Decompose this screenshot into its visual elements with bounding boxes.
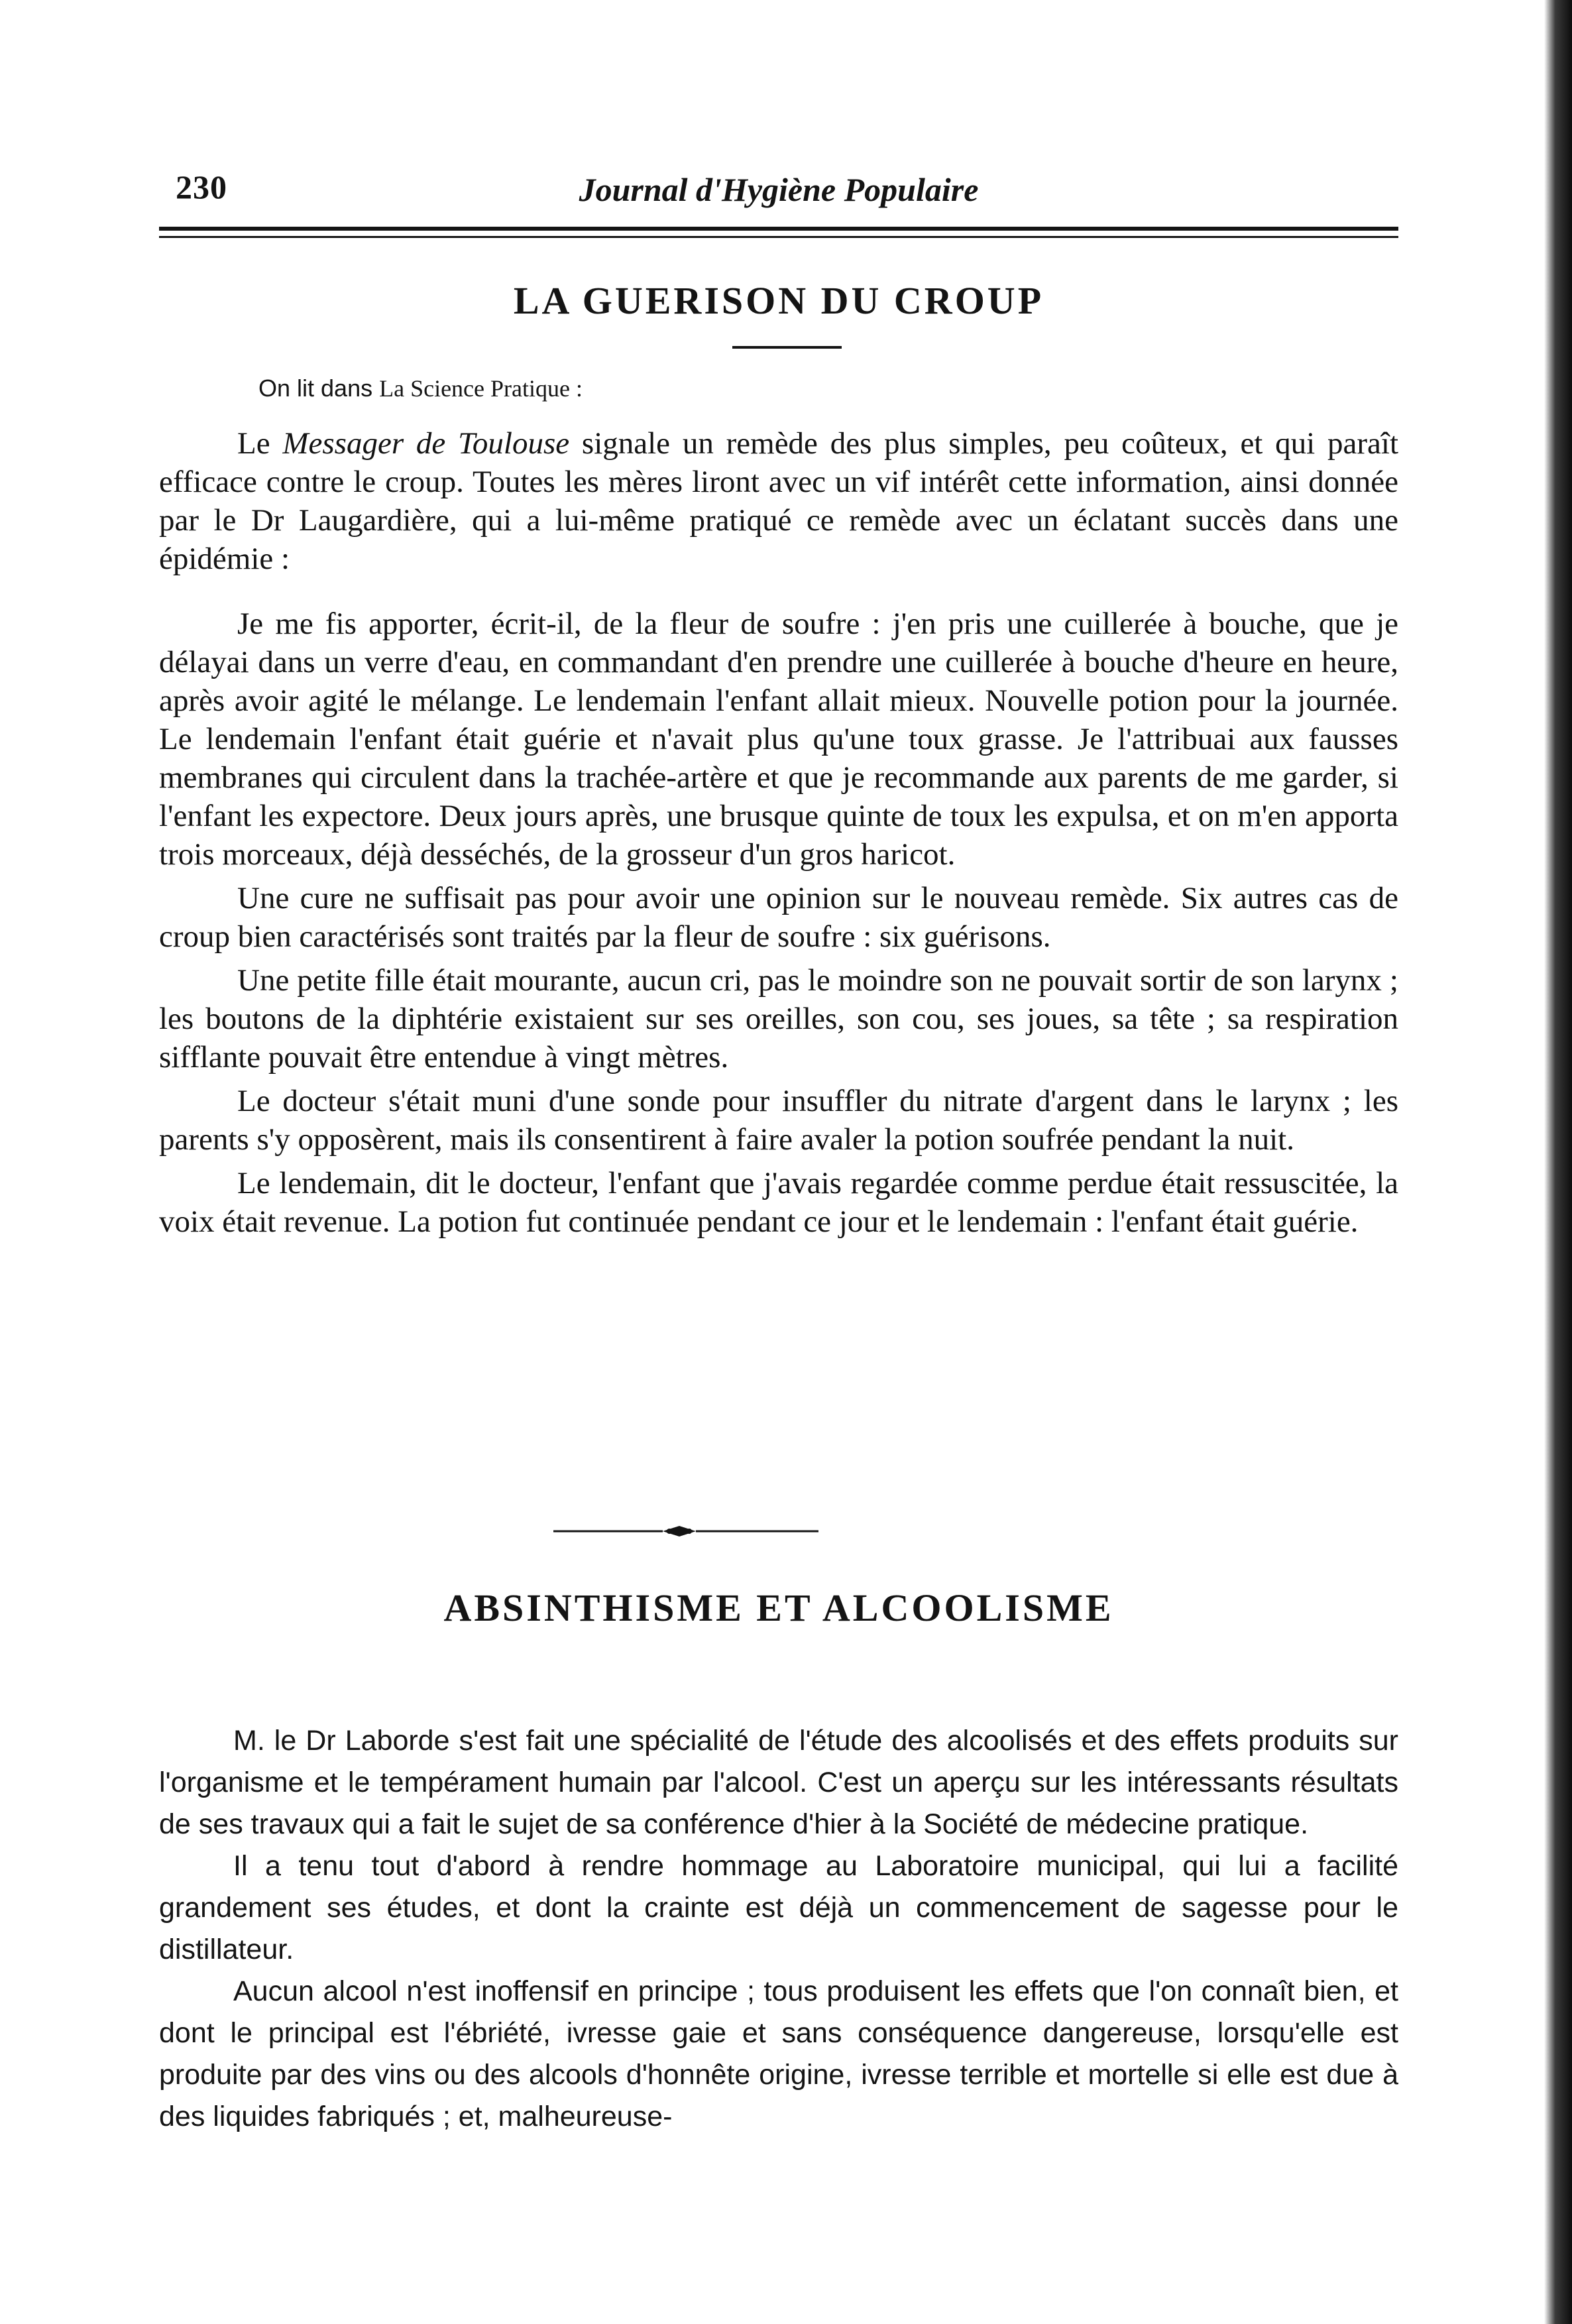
article-title-absinthisme: ABSINTHISME ET ALCOOLISME (443, 1586, 1114, 1629)
article-title-croup: LA GUERISON DU CROUP (513, 279, 1044, 322)
header-rule-thick (159, 227, 1398, 231)
article-paragraph: M. le Dr Laborde s'est fait une spécialité de l'étude des alcoolisés et des effets produits sur l'organisme et le tempérament humain par l'alcool. C'est un aperçu sur les intéressants résultats de ses travaux qui a fait le sujet de sa conférence d'hier à la Société de médecine pratique. (159, 1725, 1398, 1840)
quoted-paragraph: Je me fis apporter, écrit-il, de la fleur de soufre : j'en pris une cuillerée à bouche, que je délayai dans un verre d'eau, en commandant d'en prendre une cuillerée à bouche d'heure en heure, après avoir agité le mélange. Le lendemain l'enfant allait mieux. Nouvelle potion pour la journée. Le lendemain l'enfant était guérie et n'avait plus qu'une toux grasse. Je l'attribuai aux fausses membranes qui circulent dans la trachée-artère et que je recommande aux parents de me garder, si l'enfant les expectore. Deux jours après, une brusque quinte de toux les expulsa, et on m'en apporta trois morceaux, déjà desséchés, de la grosseur d'un gros haricot. (159, 607, 1398, 872)
running-title: Journal d'Hygiène Populaire (579, 171, 979, 208)
page-number: 230 (176, 168, 227, 205)
intro-text: signale un remède des plus simples, peu coûteux, et qui paraît efficace contre le croup. Toutes les mères liront avec un vif intérêt cette information, ainsi donnée par le Dr Laugardière, qui a lui-même pratiqué ce remède avec un éclatant succès dans une épidémie : (159, 426, 1398, 576)
absinthisme-text-block (159, 1720, 1398, 2138)
intro-paragraph-block (159, 424, 1398, 583)
title-underline-rule (732, 346, 842, 349)
page-header (159, 162, 1398, 222)
quoted-paragraph: Le lendemain, dit le docteur, l'enfant que j'avais regardée comme perdue était ressuscitée, la voix était revenue. La potion fut continuée pendant ce jour et le lendemain : l'enfant était guérie. (159, 1166, 1398, 1239)
header-rule-thin (159, 236, 1398, 238)
article-paragraph: Aucun alcool n'est inoffensif en principe ; tous produisent les effets que l'on connaît bien, et dont le principal est l'ébriété, ivresse gaie et sans conséquence dangereuse, lorsqu'elle est produite par des vins ou des alcools d'honnête origine, ivresse terrible et mortelle si elle est due à des liquides fabriqués ; et, malheureuse- (159, 1975, 1398, 2132)
quoted-paragraph: Le docteur s'était muni d'une sonde pour insuffler du nitrate d'argent dans le larynx ; les parents s'y opposèrent, mais ils consentirent à faire avaler la potion soufrée pendant la nuit. (159, 1084, 1398, 1157)
article-paragraph: Il a tenu tout d'abord à rendre hommage au Laboratoire municipal, qui lui a facilité grandement ses études, et dont la crainte est déjà un commencement de sagesse pour le distillateur. (159, 1850, 1398, 1965)
quoted-paragraph: Une cure ne suffisait pas pour avoir une opinion sur le nouveau remède. Six autres cas de croup bien caractérisés sont traités par la fleur de soufre : six guérisons. (159, 881, 1398, 954)
intro-paragraph (159, 424, 1398, 578)
source-line (258, 375, 583, 402)
source-publication: La Science Pratique : (379, 375, 583, 402)
intro-lead: Le (237, 426, 270, 461)
intro-publication: Messager de Toulouse (282, 426, 570, 461)
section-divider-ornament (553, 1518, 818, 1544)
scan-page-edge (1544, 0, 1572, 2324)
source-prefix: On lit dans (258, 375, 373, 402)
quoted-paragraph: Une petite fille était mourante, aucun cri, pas le moindre son ne pouvait sortir de son larynx ; les boutons de la diphtérie existaient sur ses oreilles, son cou, ses joues, sa tête ; sa respiration sifflante pouvait être entendue à vingt mètres. (159, 963, 1398, 1075)
quoted-text-block (159, 605, 1398, 1246)
